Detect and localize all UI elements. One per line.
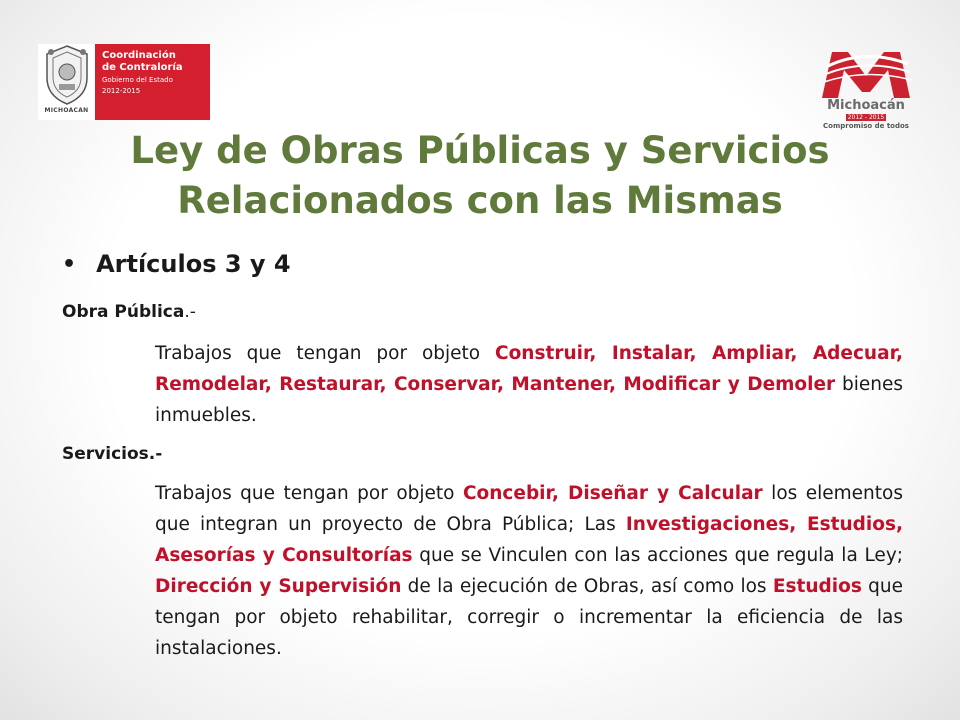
michoacan-tagline: Compromiso de todos [823,122,909,130]
logo-line-2: de Contraloría [102,62,183,73]
serv-text-3: que se Vinculen con las acciones que regula la Ley; [412,545,904,566]
state-seal-icon [41,44,93,106]
obra-publica-label [62,302,196,322]
obra-label-bold: Obra Pública [62,302,185,322]
serv-text-2: los elementos que integran un proyecto de Obra Pública; Las [155,483,903,535]
servicios-definition [155,478,903,664]
serv-highlight-4: Estudios [772,576,862,597]
slide-title [120,126,840,226]
bullet-icon: • [62,251,77,277]
bullet-item [62,250,291,278]
michoacan-years: 2012 - 2015 [847,114,885,121]
title-line-1: Ley de Obras Públicas y Servicios [130,129,830,172]
title-line-2: Relacionados con las Mismas [177,179,783,222]
obra-text-1: Trabajos que tengan por objeto [155,343,496,364]
logo-line-3: Gobierno del Estado [102,76,173,84]
contraloria-red-box [95,44,210,120]
michoacan-logo [818,44,914,134]
obra-highlight-verbs: Construir, Instalar, Ampliar, Adecuar, Remodelar, Restaurar, Conservar, Mantener, Modificar y Demoler [155,343,903,395]
michoacan-m-icon [818,44,914,100]
serv-text-1: Trabajos que tengan por objeto [155,483,463,504]
serv-text-5: que tengan por objeto rehabilitar, corregir o incrementar la eficiencia de las instalaciones. [155,576,903,659]
seal-caption: MICHOACAN [44,107,89,114]
obra-text-2: bienes inmuebles. [155,374,903,426]
serv-text-4: de la ejecución de Obras, así como los [401,576,773,597]
serv-highlight-1: Concebir, Diseñar y Calcular [462,483,763,504]
serv-highlight-3: Dirección y Supervisión [155,576,402,597]
obra-label-suffix: .- [184,302,196,322]
obra-publica-definition [155,338,903,431]
contraloria-logo [38,44,210,120]
michoacan-brand: Michoacán [827,98,905,113]
servicios-label: Servicios.- [62,444,163,464]
michoacan-seal [38,44,95,120]
logo-line-1: Coordinación [102,50,176,61]
bullet-text: Artículos 3 y 4 [96,250,291,278]
serv-highlight-2: Investigaciones, Estudios, Asesorías y Consultorías [155,514,903,566]
logo-line-4: 2012-2015 [102,87,141,95]
